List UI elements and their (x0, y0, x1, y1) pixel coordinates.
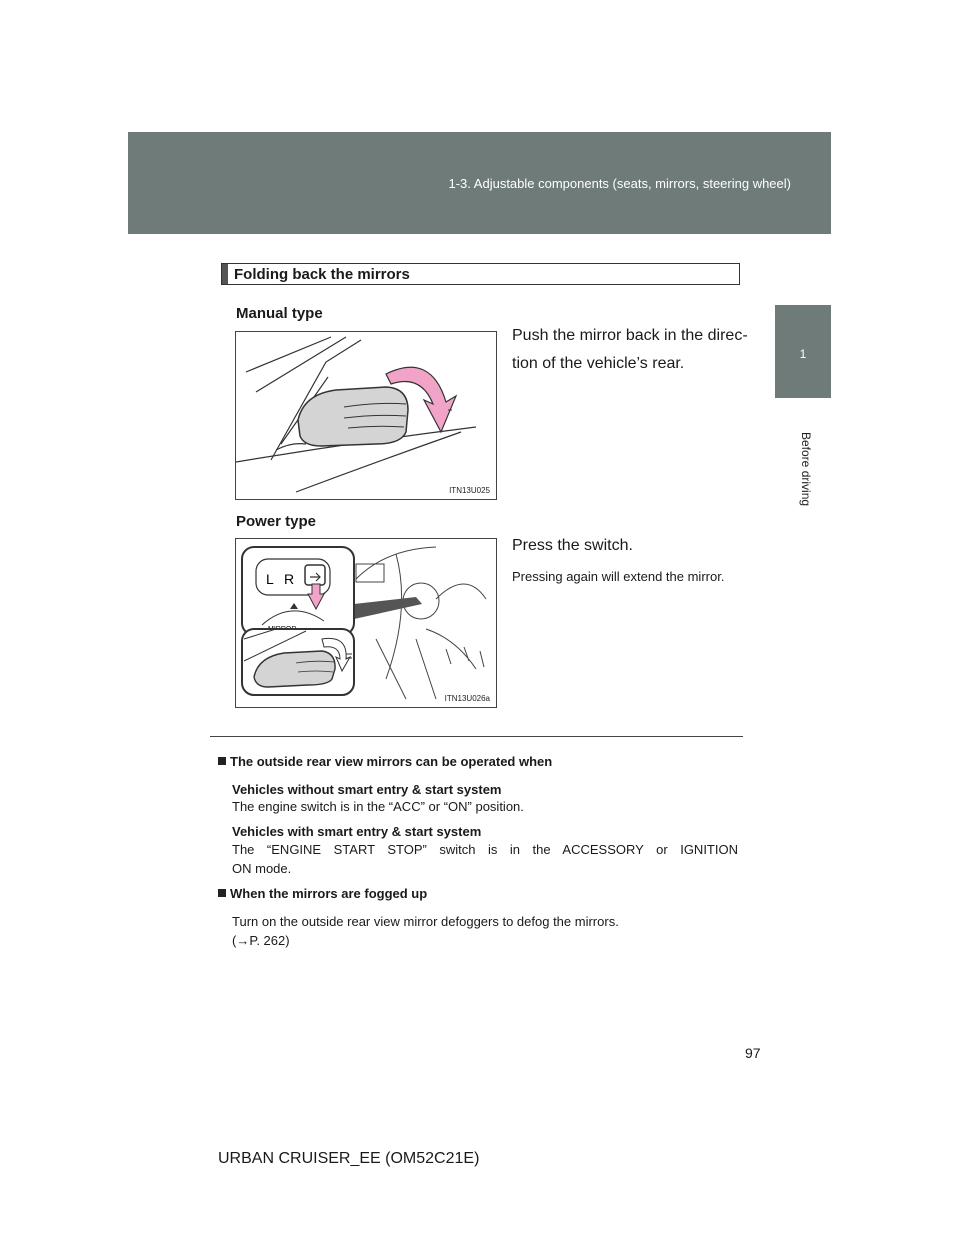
info-item1-sub2: Vehicles with smart entry & start system (232, 824, 482, 839)
page-header (128, 132, 831, 234)
info-item2-text: Turn on the outside rear view mirror defoggers to defog the mirrors. (232, 914, 619, 929)
manual-mirror-illustration (236, 332, 497, 500)
info-item1-heading-text: The outside rear view mirrors can be operated when (230, 754, 553, 769)
manual-instruction-line2: tion of the vehicle’s rear. (512, 355, 685, 372)
info-item1-text2-line1: The “ENGINE START STOP” switch is in the ACCESSORY or IGNITION (232, 842, 738, 857)
info-item1-text2-line2: ON mode. (232, 861, 292, 876)
bullet-square-icon (218, 889, 226, 897)
switch-label-right: R (284, 571, 295, 587)
info-item2-heading-text: When the mirrors are fogged up (230, 886, 428, 901)
power-mirror-figure (235, 538, 497, 708)
manual-figure-code: ITN13U025 (449, 486, 490, 495)
manual-type-heading: Manual type (236, 305, 323, 322)
power-type-heading: Power type (236, 513, 317, 530)
info-item2-heading (218, 886, 427, 901)
bullet-square-icon (218, 757, 226, 765)
info-item1-text1: The engine switch is in the “ACC” or “ON” position. (232, 799, 524, 814)
chapter-tab (775, 305, 831, 398)
manual-mirror-figure (235, 331, 497, 500)
info-item1-sub1: Vehicles without smart entry & start system (232, 782, 502, 797)
section-title-bar (222, 264, 228, 284)
info-item2-ref: (→P. 262) (232, 933, 290, 948)
section-title-box (221, 263, 740, 285)
footer-model: URBAN CRUISER_EE (OM52C21E) (218, 1150, 480, 1167)
power-figure-code: ITN13U026a (444, 694, 490, 703)
header-section-title: 1-3. Adjustable components (seats, mirrors, steering wheel) (448, 176, 791, 191)
page-number: 97 (745, 1045, 761, 1061)
manual-instruction-line1: Push the mirror back in the direc- (512, 327, 748, 344)
section-title: Folding back the mirrors (234, 266, 410, 283)
chapter-number: 1 (799, 347, 807, 361)
divider-line (210, 736, 743, 737)
power-note: Pressing again will extend the mirror. (512, 569, 725, 584)
power-instruction: Press the switch. (512, 537, 633, 554)
power-switch-illustration (236, 539, 497, 708)
switch-label-left: L (266, 571, 274, 587)
chapter-label: Before driving (799, 432, 813, 507)
info-item1-heading (218, 754, 552, 769)
